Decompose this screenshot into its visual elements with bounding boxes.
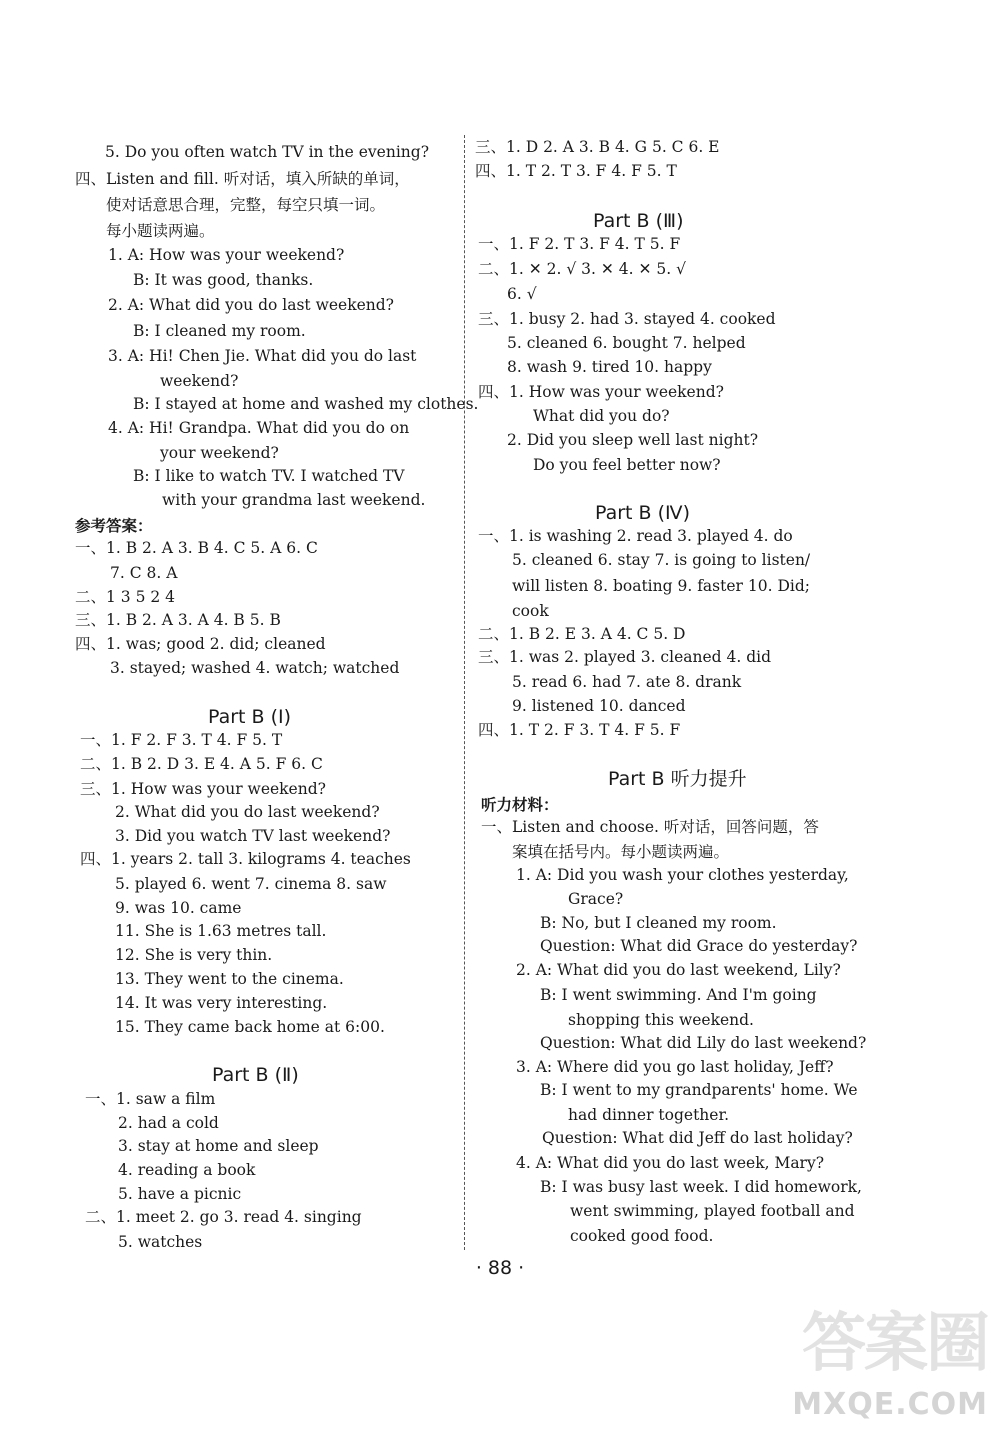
answer-line: 6. √ xyxy=(507,285,537,303)
part-b-3-heading: Part B (Ⅲ) xyxy=(593,210,684,232)
answer-line: 四、1. years 2. tall 3. kilograms 4. teaches xyxy=(80,850,411,868)
answer-line: 2. What did you do last weekend? xyxy=(115,803,380,821)
dialogue-line: B: No, but I cleaned my room. xyxy=(540,914,777,932)
answer-line: 5. played 6. went 7. cinema 8. saw xyxy=(115,875,387,893)
section-heading: 一、Listen and choose. 听对话，回答问题，答 xyxy=(481,818,819,836)
text-line: 每小题读两遍。 xyxy=(106,222,215,240)
answer-line: 3. stayed; washed 4. watch; watched xyxy=(110,659,400,677)
dialogue-line: B: I went to my grandparents' home. We xyxy=(540,1081,858,1099)
answer-line: 二、1 3 5 2 4 xyxy=(75,588,176,606)
dialogue-line: shopping this weekend. xyxy=(568,1011,754,1029)
answer-line: 12. She is very thin. xyxy=(115,946,273,964)
answer-line: 二、1. ✕ 2. √ 3. ✕ 4. ✕ 5. √ xyxy=(478,260,687,278)
answer-key-label: 参考答案： xyxy=(75,516,153,535)
dialogue-line: B: It was good, thanks. xyxy=(133,271,314,289)
dialogue-line: 3. A: Hi! Chen Jie. What did you do last xyxy=(108,347,417,365)
answer-line: 四、1. T 2. F 3. T 4. F 5. F xyxy=(478,721,681,739)
dialogue-line: B: I was busy last week. I did homework, xyxy=(540,1178,862,1196)
answer-line: 一、1. F 2. F 3. T 4. F 5. T xyxy=(80,731,283,749)
answer-line: 一、1. F 2. T 3. F 4. T 5. F xyxy=(478,235,681,253)
text-line: 案填在括号内。每小题读两遍。 xyxy=(512,843,730,861)
dialogue-line: 1. A: Did you wash your clothes yesterday, xyxy=(516,866,849,884)
dialogue-line: 2. A: What did you do last weekend, Lily? xyxy=(516,961,841,979)
answer-line: 四、1. was; good 2. did; cleaned xyxy=(75,635,326,653)
dialogue-line: 3. A: Where did you go last holiday, Jeff? xyxy=(516,1058,834,1076)
listening-heading: Part B 听力提升 xyxy=(608,768,747,790)
dialogue-line: went swimming, played football and xyxy=(570,1202,855,1220)
dialogue-line: 2. A: What did you do last weekend? xyxy=(108,296,394,314)
answer-line: 15. They came back home at 6:00. xyxy=(115,1018,385,1036)
dialogue-line: Grace? xyxy=(568,890,624,908)
answer-line: 二、1. meet 2. go 3. read 4. singing xyxy=(85,1208,362,1226)
watermark-url: MXQE.COM xyxy=(792,1387,988,1422)
dialogue-line: 1. A: How was your weekend? xyxy=(108,246,345,264)
answer-line: 二、1. B 2. E 3. A 4. C 5. D xyxy=(478,625,686,643)
answer-line: 三、1. was 2. played 3. cleaned 4. did xyxy=(478,648,772,666)
answer-line: 四、1. How was your weekend? xyxy=(478,383,724,401)
part-b-2-heading: Part B (Ⅱ) xyxy=(212,1064,299,1086)
answer-line: 3. Did you watch TV last weekend? xyxy=(115,827,391,845)
part-b-4-heading: Part B (Ⅳ) xyxy=(595,502,690,524)
answer-line: 8. wash 9. tired 10. happy xyxy=(507,358,712,376)
answer-line: 9. was 10. came xyxy=(115,899,242,917)
section-heading: 四、Listen and fill. 听对话，填入所缺的单词， xyxy=(75,170,410,188)
dialogue-line: B: I cleaned my room. xyxy=(133,322,306,340)
answer-line: 5. cleaned 6. bought 7. helped xyxy=(507,334,746,352)
answer-line: 5. read 6. had 7. ate 8. drank xyxy=(512,673,742,691)
question-line: Question: What did Lily do last weekend? xyxy=(540,1034,867,1052)
answer-line: 4. reading a book xyxy=(118,1161,256,1179)
answer-line: 5. cleaned 6. stay 7. is going to listen/ xyxy=(512,551,811,569)
answer-line: 一、1. is washing 2. read 3. played 4. do xyxy=(478,527,793,545)
listening-material-label: 听力材料： xyxy=(481,795,559,814)
answer-line: 三、1. busy 2. had 3. stayed 4. cooked xyxy=(478,310,776,328)
dialogue-line: 4. A: Hi! Grandpa. What did you do on xyxy=(108,419,410,437)
answer-line: Do you feel better now? xyxy=(533,456,721,474)
dialogue-line: cooked good food. xyxy=(570,1227,714,1245)
answer-line: 三、1. B 2. A 3. A 4. B 5. B xyxy=(75,611,281,629)
answer-line: will listen 8. boating 9. faster 10. Did; xyxy=(512,577,810,595)
left-column xyxy=(0,0,479,1260)
question-line: Question: What did Jeff do last holiday? xyxy=(542,1129,853,1147)
answer-line: 14. It was very interesting. xyxy=(115,994,328,1012)
dialogue-line: weekend? xyxy=(160,372,239,390)
dialogue-line: B: I went swimming. And I'm going xyxy=(540,986,817,1004)
part-b-1-heading: Part B (Ⅰ) xyxy=(208,706,292,728)
answer-line: What did you do? xyxy=(533,407,670,425)
answer-line: cook xyxy=(512,602,549,620)
answer-line: 四、1. T 2. T 3. F 4. F 5. T xyxy=(475,162,677,180)
answer-line: 5. watches xyxy=(118,1233,203,1251)
question-line: Question: What did Grace do yesterday? xyxy=(540,937,858,955)
watermark-cn: 答案圈 xyxy=(802,1307,988,1381)
text-line: 使对话意思合理，完整，每空只填一词。 xyxy=(106,196,386,214)
answer-line: 2. had a cold xyxy=(118,1114,219,1132)
dialogue-line: with your grandma last weekend. xyxy=(162,491,426,509)
text-line: 5. Do you often watch TV in the evening? xyxy=(105,143,430,161)
dialogue-line: 4. A: What did you do last week, Mary? xyxy=(516,1154,825,1172)
watermark-logo xyxy=(768,1272,988,1422)
answer-line: 13. They went to the cinema. xyxy=(115,970,344,988)
dialogue-line: your weekend? xyxy=(160,444,279,462)
answer-line: 二、1. B 2. D 3. E 4. A 5. F 6. C xyxy=(80,755,323,773)
answer-line: 一、1. B 2. A 3. B 4. C 5. A 6. C xyxy=(75,539,318,557)
answer-line: 三、1. D 2. A 3. B 4. G 5. C 6. E xyxy=(475,138,720,156)
dialogue-line: B: I like to watch TV. I watched TV xyxy=(133,467,405,485)
dialogue-line: had dinner together. xyxy=(568,1106,730,1124)
answer-line: 3. stay at home and sleep xyxy=(118,1137,319,1155)
answer-line: 7. C 8. A xyxy=(110,564,178,582)
answer-line: 9. listened 10. danced xyxy=(512,697,686,715)
answer-line: 5. have a picnic xyxy=(118,1185,242,1203)
right-column xyxy=(465,0,1000,1260)
dialogue-line: B: I stayed at home and washed my clothes. xyxy=(133,395,479,413)
answer-line: 2. Did you sleep well last night? xyxy=(507,431,759,449)
answer-line: 三、1. How was your weekend? xyxy=(80,780,326,798)
answer-line: 一、1. saw a film xyxy=(85,1090,216,1108)
page-number: · 88 · xyxy=(475,1257,525,1279)
answer-line: 11. She is 1.63 metres tall. xyxy=(115,922,327,940)
